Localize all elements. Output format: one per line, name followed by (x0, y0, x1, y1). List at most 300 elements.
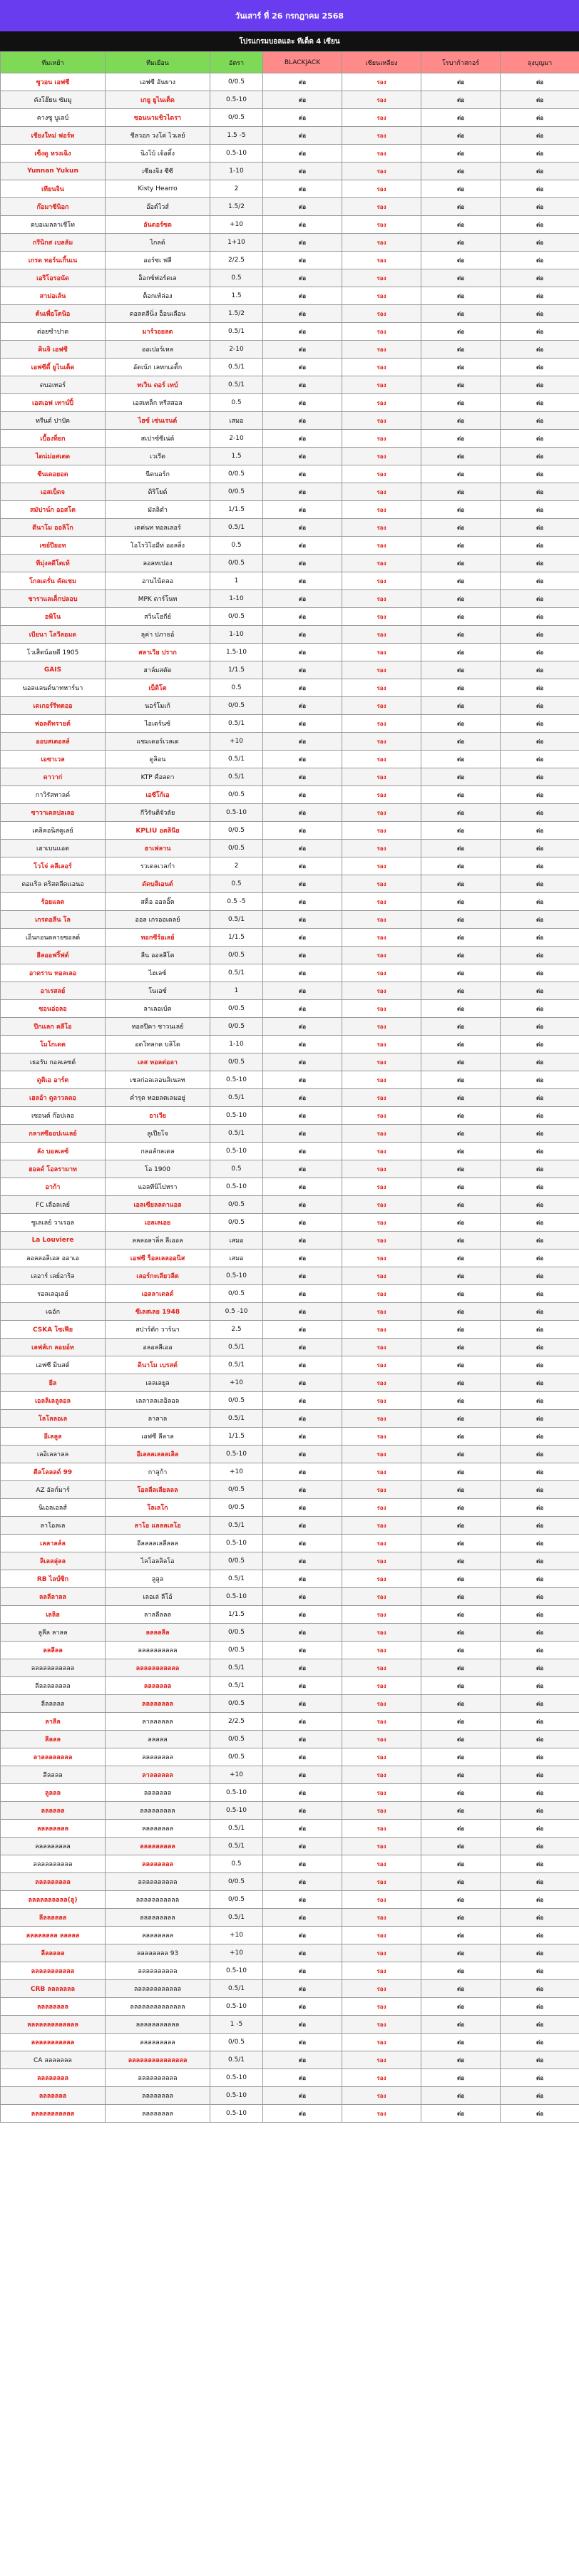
table-body (1, 73, 579, 2123)
odds-rate: 0/0.5 (210, 822, 263, 840)
tip-blackjack: ต่อ (263, 323, 342, 341)
home-team: ก๊อมาซีนิอก (1, 198, 106, 216)
odds-rate: 0/0.5 (210, 1018, 263, 1036)
table-row (1, 1036, 579, 1053)
table-row (1, 751, 579, 768)
header-lung-boonma: ลุงบุญมา (501, 52, 579, 73)
tip-sian-liang: รอง (342, 1659, 421, 1677)
away-team: ลาโอ แลลลเลโอ (106, 1517, 210, 1535)
tip-blackjack: ต่อ (263, 1339, 342, 1356)
odds-rate: 1 (210, 572, 263, 590)
table-row (1, 1125, 579, 1143)
odds-rate: 0.5/1 (210, 1089, 263, 1107)
tip-robaka-score: ต่อ (421, 679, 501, 697)
tip-robaka-score: ต่อ (421, 2069, 501, 2087)
odds-rate: 0.5-10 (210, 1962, 263, 1980)
table-row (1, 1998, 579, 2016)
away-team: สด็อ ออลอิ๊ต (106, 893, 210, 911)
home-team: เลลิล (1, 1606, 106, 1624)
odds-rate: 0/0.5 (210, 73, 263, 91)
tip-sian-liang: รอง (342, 626, 421, 644)
tip-lung-boonma: ต่อ (501, 661, 579, 679)
tip-lung-boonma: ต่อ (501, 1232, 579, 1250)
home-team: เลฟส์เก ลอยอ์ท (1, 1339, 106, 1356)
away-team: อันดอร์ซด (106, 216, 210, 234)
away-team: เซียงจิง ซีซี (106, 163, 210, 180)
table-row (1, 786, 579, 804)
odds-rate: 2/2.5 (210, 1713, 263, 1731)
home-team: ลลลลลลลล (1, 1820, 106, 1838)
tip-blackjack: ต่อ (263, 857, 342, 875)
tip-robaka-score: ต่อ (421, 1499, 501, 1517)
header-sian-liang: เซียนเหลียง (342, 52, 421, 73)
home-team: ลาโอลเล (1, 1517, 106, 1535)
home-team: ซีนเดอยอด (1, 465, 106, 483)
odds-rate: 0.5-10 (210, 91, 263, 109)
tip-lung-boonma: ต่อ (501, 1535, 579, 1552)
tip-sian-liang: รอง (342, 287, 421, 305)
home-team: ออบสเตอลล์ (1, 733, 106, 751)
tip-sian-liang: รอง (342, 1428, 421, 1446)
table-row (1, 1214, 579, 1232)
odds-rate: +10 (210, 1766, 263, 1784)
tip-lung-boonma: ต่อ (501, 1481, 579, 1499)
tip-robaka-score: ต่อ (421, 1820, 501, 1838)
tip-blackjack: ต่อ (263, 733, 342, 751)
tip-robaka-score: ต่อ (421, 1873, 501, 1891)
tip-sian-liang: รอง (342, 697, 421, 715)
tip-blackjack: ต่อ (263, 1552, 342, 1570)
odds-rate: 0/0.5 (210, 608, 263, 626)
table-row (1, 982, 579, 1000)
table-row (1, 1980, 579, 1998)
table-row (1, 1606, 579, 1624)
away-team: นอร์โมเก้ (106, 697, 210, 715)
home-team: ดาวาก่ (1, 768, 106, 786)
away-team: เบ็ติโต (106, 679, 210, 697)
odds-rate: 1/1.5 (210, 501, 263, 519)
away-team: คำรุด ทอยลตเลมอยู่ (106, 1089, 210, 1107)
tip-lung-boonma: ต่อ (501, 911, 579, 929)
home-team: เอสเบ็ดจ (1, 483, 106, 501)
tip-sian-liang: รอง (342, 1267, 421, 1285)
tip-robaka-score: ต่อ (421, 412, 501, 430)
odds-rate: 1.5 -5 (210, 127, 263, 145)
tip-robaka-score: ต่อ (421, 1250, 501, 1267)
tip-sian-liang: รอง (342, 1481, 421, 1499)
tip-blackjack: ต่อ (263, 180, 342, 198)
tip-sian-liang: รอง (342, 1820, 421, 1838)
table-row (1, 768, 579, 786)
home-team: เอสเอฟ เทาน์ปี้ (1, 394, 106, 412)
home-team: ลีลลลลล (1, 1944, 106, 1962)
table-row (1, 359, 579, 376)
away-team: มัลลิตำ (106, 501, 210, 519)
table-row (1, 1356, 579, 1374)
tip-lung-boonma: ต่อ (501, 2105, 579, 2123)
tip-lung-boonma: ต่อ (501, 1089, 579, 1107)
tip-robaka-score: ต่อ (421, 2034, 501, 2051)
home-team: เคลิคอนิสคูเลย์ (1, 822, 106, 840)
odds-rate: 0.5/1 (210, 323, 263, 341)
away-team: ลลลลลลลลล (106, 1909, 210, 1927)
tip-blackjack: ต่อ (263, 109, 342, 127)
away-team: ลลลลลลลลลลล (106, 1659, 210, 1677)
home-team: ซาวาเดลปลเลอ (1, 804, 106, 822)
tip-robaka-score: ต่อ (421, 626, 501, 644)
tip-blackjack: ต่อ (263, 1267, 342, 1285)
tip-lung-boonma: ต่อ (501, 1392, 579, 1410)
table-row (1, 1285, 579, 1303)
tip-robaka-score: ต่อ (421, 359, 501, 376)
odds-rate: 0/0.5 (210, 1552, 263, 1570)
tip-lung-boonma: ต่อ (501, 323, 579, 341)
tip-lung-boonma: ต่อ (501, 1018, 579, 1036)
home-team: ดอเเริล คริสตลีดเเอนอ (1, 875, 106, 893)
home-team: เลลาลล์ล (1, 1535, 106, 1552)
table-row (1, 875, 579, 893)
away-team: เวเรีด (106, 448, 210, 465)
tip-sian-liang: รอง (342, 1250, 421, 1267)
away-team: ลูลูล (106, 1570, 210, 1588)
odds-rate: เสมอ (210, 412, 263, 430)
odds-rate: 0/0.5 (210, 1891, 263, 1909)
tip-blackjack: ต่อ (263, 661, 342, 679)
tip-robaka-score: ต่อ (421, 2105, 501, 2123)
tip-robaka-score: ต่อ (421, 911, 501, 929)
table-row (1, 73, 579, 91)
tip-robaka-score: ต่อ (421, 822, 501, 840)
home-team: ลาลลลลลลลล (1, 1748, 106, 1766)
odds-rate: 0.5-10 (210, 2069, 263, 2087)
tip-sian-liang: รอง (342, 1446, 421, 1463)
tip-robaka-score: ต่อ (421, 1374, 501, 1392)
home-team: ลลลลลลลลลลลลล (1, 2016, 106, 2034)
away-team: เดค่นท ทอลเลอร์ (106, 519, 210, 537)
tip-blackjack: ต่อ (263, 1642, 342, 1659)
tip-blackjack: ต่อ (263, 2087, 342, 2105)
odds-rate: 0.5 (210, 679, 263, 697)
table-row (1, 1731, 579, 1748)
tip-blackjack: ต่อ (263, 590, 342, 608)
away-team: ลาเลอเบ้ค (106, 1000, 210, 1018)
tip-robaka-score: ต่อ (421, 91, 501, 109)
away-team: แชมเดอร์เวลเด (106, 733, 210, 751)
table-row (1, 1552, 579, 1570)
tip-robaka-score: ต่อ (421, 947, 501, 964)
table-row (1, 341, 579, 359)
table-row (1, 679, 579, 697)
away-team: สลาเวีย ปราก (106, 644, 210, 661)
tip-blackjack: ต่อ (263, 1410, 342, 1428)
tip-blackjack: ต่อ (263, 911, 342, 929)
odds-rate: 0.5/1 (210, 1356, 263, 1374)
table-row (1, 1748, 579, 1766)
home-team: เซอนต์ ก๊อปเลอ (1, 1107, 106, 1125)
table-row (1, 1802, 579, 1820)
tip-robaka-score: ต่อ (421, 2016, 501, 2034)
tip-robaka-score: ต่อ (421, 590, 501, 608)
tip-robaka-score: ต่อ (421, 1196, 501, 1214)
tip-blackjack: ต่อ (263, 430, 342, 448)
tip-sian-liang: รอง (342, 1000, 421, 1018)
home-team: ลัง บอลเลซ์ (1, 1143, 106, 1160)
tip-lung-boonma: ต่อ (501, 2016, 579, 2034)
away-team: ไลโอลลิลโอ (106, 1552, 210, 1570)
tip-sian-liang: รอง (342, 1695, 421, 1713)
tip-sian-liang: รอง (342, 341, 421, 359)
tip-sian-liang: รอง (342, 1214, 421, 1232)
home-team: เชียงใหม่ ฟอร์ท (1, 127, 106, 145)
odds-rate: 0/0.5 (210, 1748, 263, 1766)
home-team: ต้นเพื่อโตนิอ (1, 305, 106, 323)
home-team: ลีลลลล (1, 1766, 106, 1784)
tip-robaka-score: ต่อ (421, 1713, 501, 1731)
tip-blackjack: ต่อ (263, 1428, 342, 1446)
away-team: เอฟซี ร็อลเลลออนิส (106, 1250, 210, 1267)
tip-lung-boonma: ต่อ (501, 1356, 579, 1374)
page-subtitle: โปรแกรมบอลและ ทีเด็ด 4 เซียน (0, 31, 579, 51)
tip-lung-boonma: ต่อ (501, 376, 579, 394)
tip-blackjack: ต่อ (263, 786, 342, 804)
home-team: ลูลลล (1, 1784, 106, 1802)
table-row (1, 305, 579, 323)
odds-rate: เสมอ (210, 1250, 263, 1267)
tip-sian-liang: รอง (342, 359, 421, 376)
tip-sian-liang: รอง (342, 412, 421, 430)
tip-blackjack: ต่อ (263, 1071, 342, 1089)
tip-lung-boonma: ต่อ (501, 1980, 579, 1998)
tip-lung-boonma: ต่อ (501, 1410, 579, 1428)
tip-blackjack: ต่อ (263, 555, 342, 572)
tip-blackjack: ต่อ (263, 1321, 342, 1339)
home-team: อีเลลูล (1, 1428, 106, 1446)
tip-lung-boonma: ต่อ (501, 216, 579, 234)
away-team: อลอลลีเออ (106, 1339, 210, 1356)
home-team: สาม่อเล้น (1, 287, 106, 305)
tip-lung-boonma: ต่อ (501, 1927, 579, 1944)
home-team: ตีลโลลลด์ 99 (1, 1463, 106, 1481)
away-team: KTP คือลดา (106, 768, 210, 786)
tip-lung-boonma: ต่อ (501, 1036, 579, 1053)
tip-blackjack: ต่อ (263, 1481, 342, 1499)
tip-blackjack: ต่อ (263, 1695, 342, 1713)
tip-sian-liang: รอง (342, 1802, 421, 1820)
tip-sian-liang: รอง (342, 448, 421, 465)
home-team: ลลลลลลลลล (1, 1838, 106, 1855)
tip-sian-liang: รอง (342, 1356, 421, 1374)
tip-sian-liang: รอง (342, 1071, 421, 1089)
tip-sian-liang: รอง (342, 1891, 421, 1909)
tip-robaka-score: ต่อ (421, 1053, 501, 1071)
tip-robaka-score: ต่อ (421, 519, 501, 537)
odds-rate: 1-10 (210, 1036, 263, 1053)
table-row (1, 2034, 579, 2051)
tip-lung-boonma: ต่อ (501, 2087, 579, 2105)
away-team: เอฟซี ลีลาล (106, 1428, 210, 1446)
tip-blackjack: ต่อ (263, 875, 342, 893)
odds-rate: 0.5/1 (210, 376, 263, 394)
home-team: คินจิ เอฟซี (1, 341, 106, 359)
home-team: ฮอลด์ โอลรามาท (1, 1160, 106, 1178)
table-row (1, 929, 579, 947)
tip-sian-liang: รอง (342, 555, 421, 572)
table-row (1, 893, 579, 911)
tip-robaka-score: ต่อ (421, 394, 501, 412)
home-team: ลลลลลล (1, 1802, 106, 1820)
odds-rate: 1/1.5 (210, 1428, 263, 1446)
tip-blackjack: ต่อ (263, 305, 342, 323)
table-row (1, 537, 579, 555)
table-row (1, 2069, 579, 2087)
home-team: เทียนจิน (1, 180, 106, 198)
tip-sian-liang: รอง (342, 590, 421, 608)
table-row (1, 661, 579, 679)
odds-rate: 0.5-10 (210, 2105, 263, 2123)
tip-lung-boonma: ต่อ (501, 519, 579, 537)
tip-robaka-score: ต่อ (421, 697, 501, 715)
home-team: ปีกเเลก คลีโอ (1, 1018, 106, 1036)
tip-robaka-score: ต่อ (421, 305, 501, 323)
away-team: ฮาล์มสตัด (106, 661, 210, 679)
tip-robaka-score: ต่อ (421, 1535, 501, 1552)
tip-lung-boonma: ต่อ (501, 1552, 579, 1570)
odds-rate: 1.5-10 (210, 644, 263, 661)
home-team: เกรด ทอร์นเกิ้นเน (1, 252, 106, 269)
away-team: ลูเปียโจ (106, 1125, 210, 1143)
tip-blackjack: ต่อ (263, 127, 342, 145)
odds-rate: 0.5/1 (210, 1339, 263, 1356)
tip-sian-liang: รอง (342, 679, 421, 697)
tip-sian-liang: รอง (342, 804, 421, 822)
home-team: พ่อลดีทรายต์ (1, 715, 106, 733)
tip-sian-liang: รอง (342, 483, 421, 501)
tip-robaka-score: ต่อ (421, 1570, 501, 1588)
tip-sian-liang: รอง (342, 430, 421, 448)
table-row (1, 1463, 579, 1481)
tip-blackjack: ต่อ (263, 1659, 342, 1677)
tip-sian-liang: รอง (342, 1018, 421, 1036)
tip-lung-boonma: ต่อ (501, 947, 579, 964)
table-row (1, 857, 579, 875)
tip-lung-boonma: ต่อ (501, 1428, 579, 1446)
tip-robaka-score: ต่อ (421, 555, 501, 572)
table-row (1, 287, 579, 305)
away-team: ลลลลลลลล (106, 1855, 210, 1873)
odds-rate: 0/0.5 (210, 786, 263, 804)
tip-robaka-score: ต่อ (421, 1446, 501, 1463)
tip-robaka-score: ต่อ (421, 661, 501, 679)
tip-sian-liang: รอง (342, 644, 421, 661)
away-team: ลลลลลลลลลลลล (106, 1980, 210, 1998)
home-team: GAIS (1, 661, 106, 679)
tip-sian-liang: รอง (342, 1642, 421, 1659)
table-row (1, 840, 579, 857)
odds-rate: 0.5 -5 (210, 893, 263, 911)
away-team: ซีเลสเลย 1948 (106, 1303, 210, 1321)
home-team: เอฟซีดี้ ยูไนเต็ด (1, 359, 106, 376)
tip-blackjack: ต่อ (263, 1838, 342, 1855)
odds-rate: 1.5/2 (210, 198, 263, 216)
tip-robaka-score: ต่อ (421, 1891, 501, 1909)
odds-rate: +10 (210, 1374, 263, 1392)
tip-robaka-score: ต่อ (421, 1463, 501, 1481)
table-row (1, 501, 579, 519)
odds-rate: 0.5-10 (210, 1535, 263, 1552)
odds-rate: +10 (210, 216, 263, 234)
away-team: ลาลาล (106, 1410, 210, 1428)
tip-blackjack: ต่อ (263, 1570, 342, 1588)
odds-rate: 0.5/1 (210, 1410, 263, 1428)
tip-lung-boonma: ต่อ (501, 1642, 579, 1659)
tip-blackjack: ต่อ (263, 501, 342, 519)
home-team: เซย์ปียอท (1, 537, 106, 555)
tip-blackjack: ต่อ (263, 163, 342, 180)
away-team: แอลทีนิไปหรา (106, 1178, 210, 1196)
tip-blackjack: ต่อ (263, 1053, 342, 1071)
tip-lung-boonma: ต่อ (501, 1802, 579, 1820)
odds-rate: +10 (210, 1463, 263, 1481)
odds-rate: 2/2.5 (210, 252, 263, 269)
tip-lung-boonma: ต่อ (501, 626, 579, 644)
away-team: อัดเน้ก เลทกเอติ้ก (106, 359, 210, 376)
tip-robaka-score: ต่อ (421, 1410, 501, 1428)
header-rate: อัตรา (210, 52, 263, 73)
tip-sian-liang: รอง (342, 73, 421, 91)
odds-rate: 1.5 (210, 448, 263, 465)
tip-robaka-score: ต่อ (421, 1036, 501, 1053)
tip-lung-boonma: ต่อ (501, 305, 579, 323)
home-team: ซอนอ่อลอ (1, 1000, 106, 1018)
odds-rate: +10 (210, 1944, 263, 1962)
tip-lung-boonma: ต่อ (501, 733, 579, 751)
tip-sian-liang: รอง (342, 982, 421, 1000)
table-row (1, 1517, 579, 1535)
tip-blackjack: ต่อ (263, 1196, 342, 1214)
tip-lung-boonma: ต่อ (501, 1873, 579, 1891)
home-team: ลีลลลลลล (1, 1909, 106, 1927)
table-row (1, 1160, 579, 1178)
table-row (1, 234, 579, 252)
tip-blackjack: ต่อ (263, 822, 342, 840)
tip-sian-liang: รอง (342, 1784, 421, 1802)
table-row (1, 412, 579, 430)
table-row (1, 1339, 579, 1356)
away-team: ลลลลลลลลล (106, 1838, 210, 1855)
tip-sian-liang: รอง (342, 2016, 421, 2034)
table-row (1, 1784, 579, 1802)
away-team: ต็อกเท้ล่อง (106, 287, 210, 305)
home-team: ลลลลลลลลลล(ลู) (1, 1891, 106, 1909)
away-team: ไอเดร้นซ์ (106, 715, 210, 733)
odds-rate: 0/0.5 (210, 1053, 263, 1071)
tip-robaka-score: ต่อ (421, 875, 501, 893)
tip-robaka-score: ต่อ (421, 1089, 501, 1107)
away-team: สวินโฮกีย์ (106, 608, 210, 626)
tip-blackjack: ต่อ (263, 1250, 342, 1267)
odds-rate: 0.5 (210, 1160, 263, 1178)
tip-blackjack: ต่อ (263, 537, 342, 555)
tip-blackjack: ต่อ (263, 1713, 342, 1731)
table-row (1, 1499, 579, 1517)
tip-lung-boonma: ต่อ (501, 893, 579, 911)
tip-robaka-score: ต่อ (421, 180, 501, 198)
home-team: เอซาเวล (1, 751, 106, 768)
odds-rate: 0.5/1 (210, 1820, 263, 1838)
table-row (1, 572, 579, 590)
away-team: เอลลาเดลด์ (106, 1285, 210, 1303)
odds-rate: 0.5-10 (210, 1178, 263, 1196)
